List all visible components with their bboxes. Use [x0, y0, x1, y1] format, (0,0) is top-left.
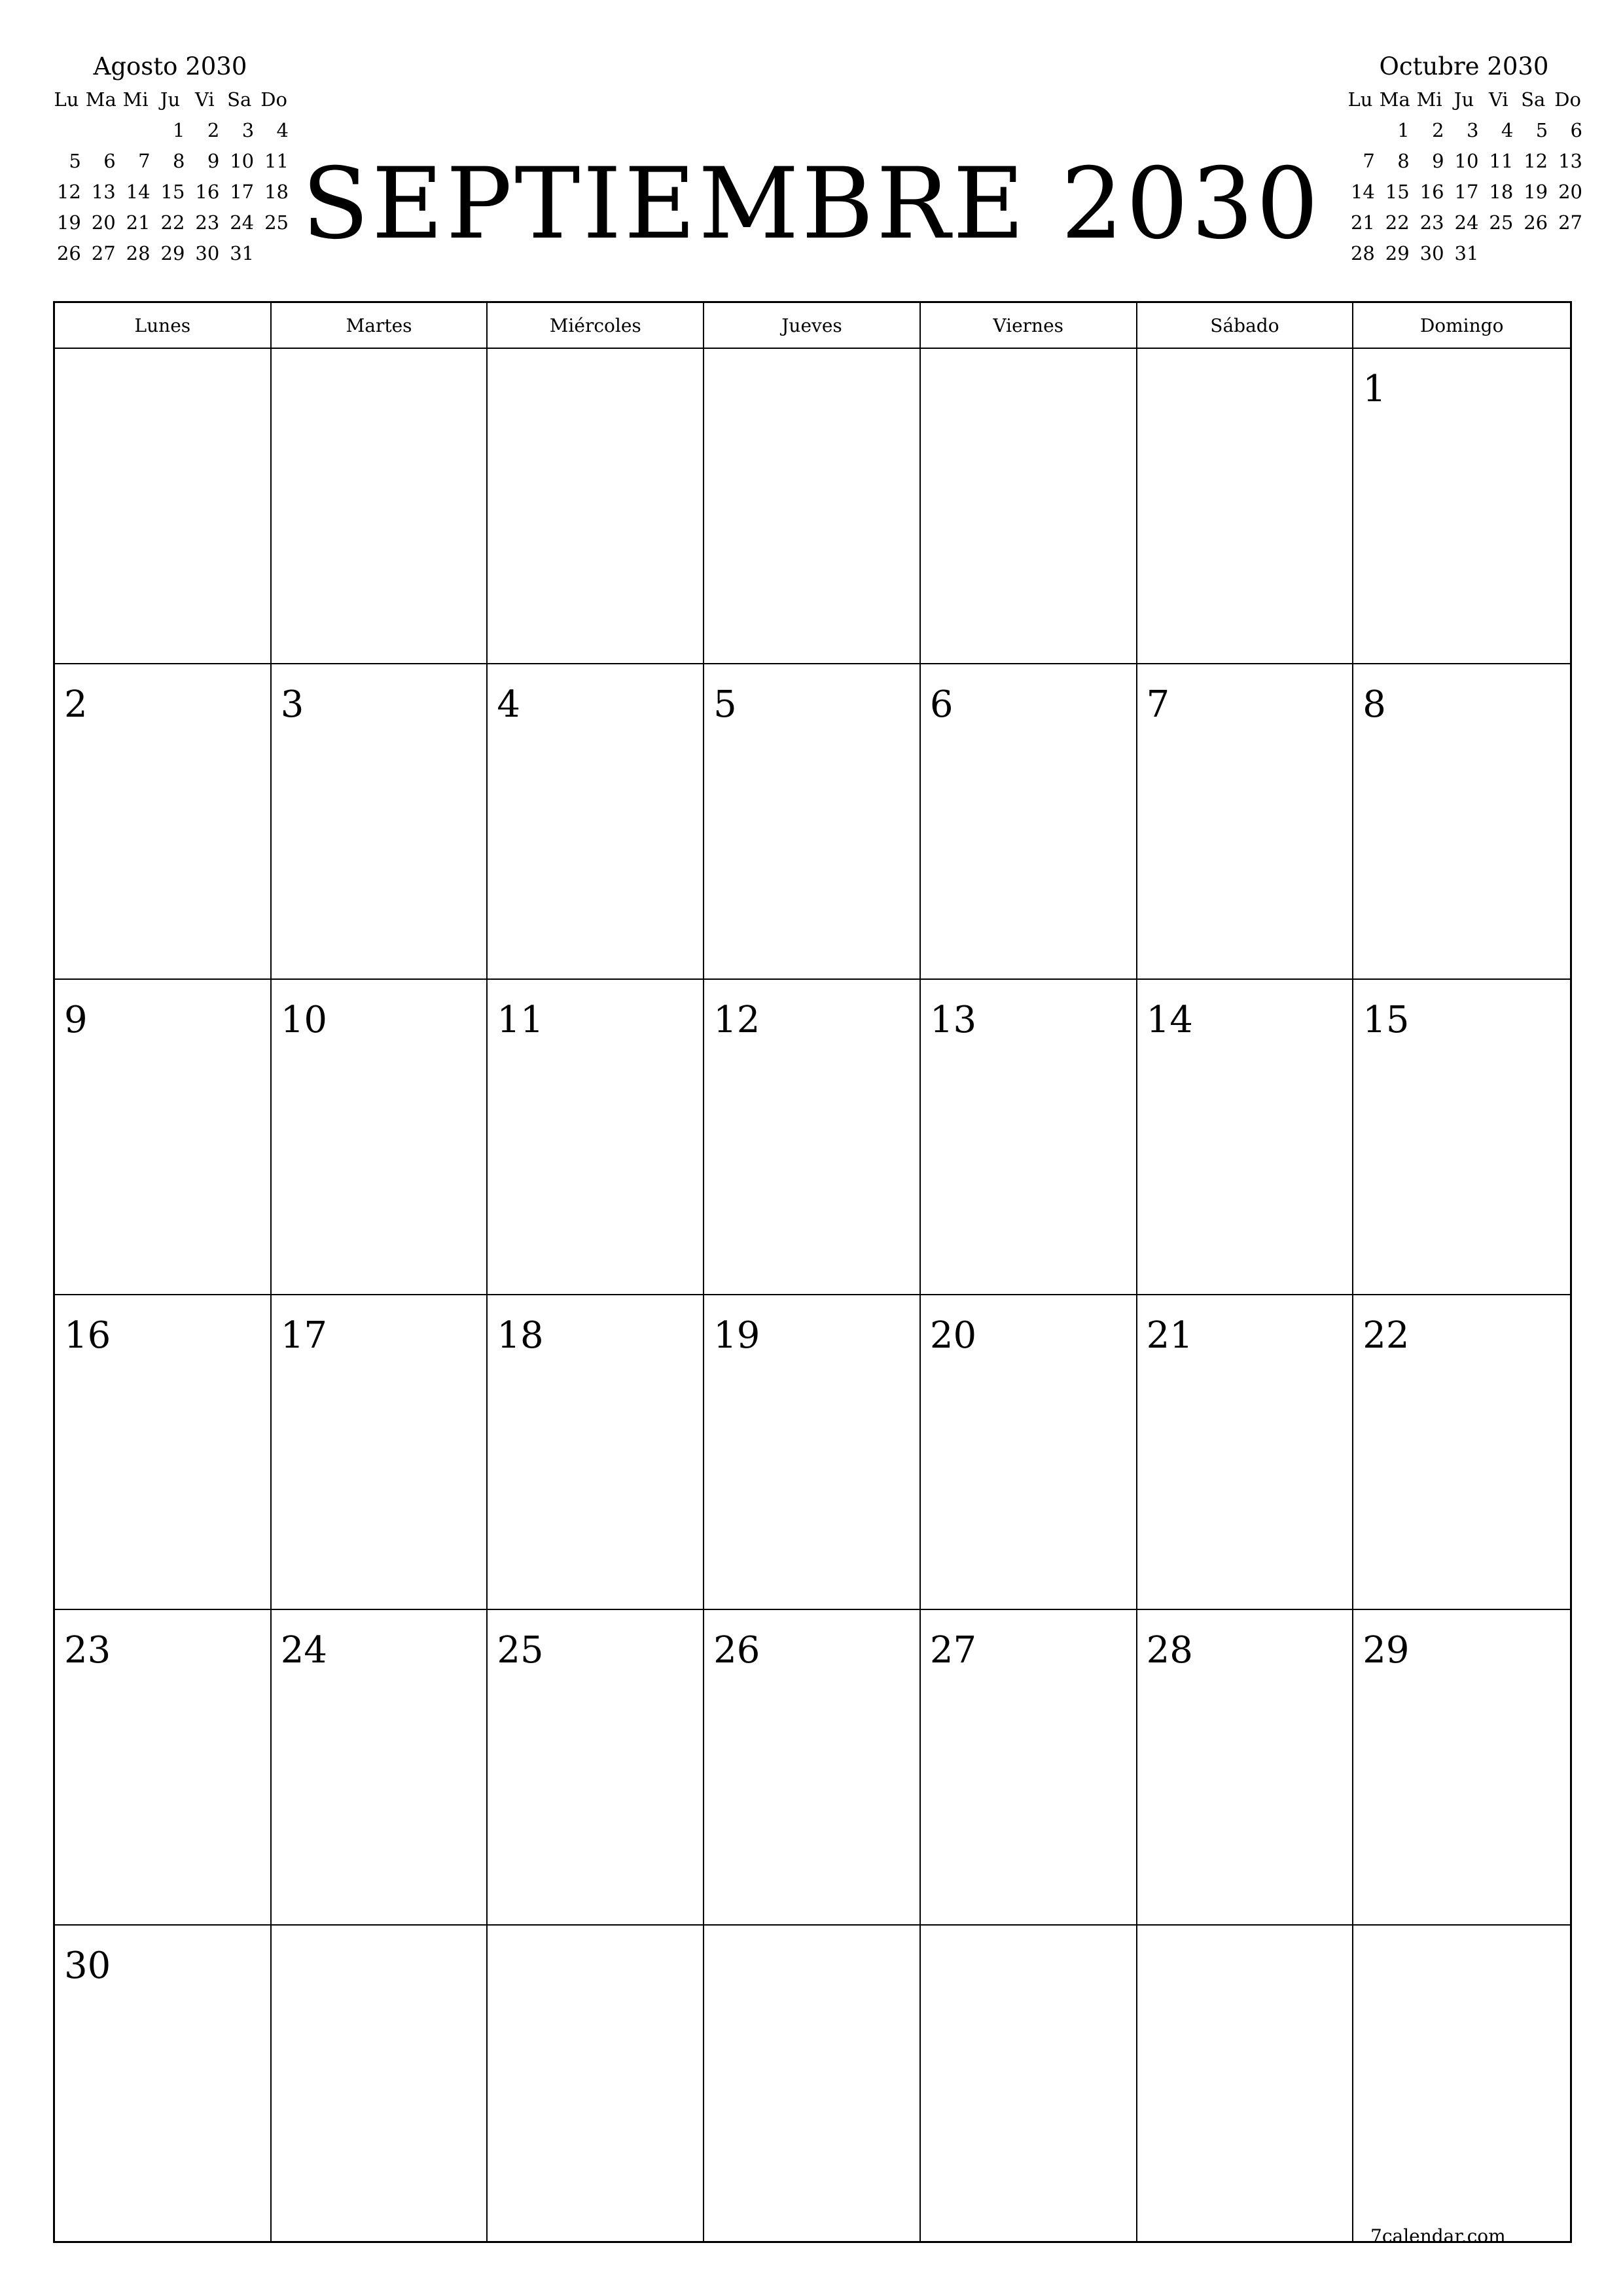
mini-weekday-label: Ju	[1454, 88, 1474, 111]
day-cell	[272, 664, 488, 980]
day-number: 1	[1363, 368, 1386, 410]
prev-month-grid	[49, 84, 291, 268]
mini-day: 25	[264, 211, 289, 234]
mini-weekday-label: Do	[1554, 88, 1581, 111]
day-number: 2	[64, 683, 88, 726]
mini-day: 16	[195, 180, 220, 203]
day-cell	[272, 1926, 488, 2241]
site-credit: 7calendar.com	[1370, 2225, 1506, 2247]
mini-day: 24	[1454, 211, 1479, 234]
day-cell	[704, 980, 921, 1295]
mini-day: 14	[1350, 180, 1375, 203]
day-number: 25	[497, 1629, 544, 1672]
mini-day: 5	[69, 149, 81, 172]
mini-weekday-label: Lu	[1347, 88, 1373, 111]
mini-day: 15	[160, 180, 185, 203]
day-number: 15	[1363, 998, 1410, 1041]
day-cell	[1353, 349, 1570, 664]
day-number: 16	[64, 1314, 111, 1357]
day-cell	[1353, 1926, 1570, 2241]
mini-day: 12	[1524, 149, 1548, 172]
mini-day: 7	[1363, 149, 1375, 172]
next-month-title: Octubre 2030	[1379, 52, 1549, 81]
mini-day: 25	[1489, 211, 1514, 234]
mini-weekday-label: Sa	[1521, 88, 1546, 111]
day-cell	[921, 664, 1137, 980]
day-cell	[1137, 664, 1354, 980]
mini-day: 4	[1501, 118, 1514, 141]
weekday-header: Sábado	[1137, 303, 1354, 349]
day-cell	[488, 980, 704, 1295]
mini-day: 21	[1350, 211, 1375, 234]
mini-weekday-label: Mi	[1416, 88, 1442, 111]
mini-day: 12	[56, 180, 81, 203]
day-cell	[1353, 664, 1570, 980]
weekday-header: Domingo	[1353, 303, 1570, 349]
mini-day: 26	[56, 242, 81, 264]
day-number: 17	[280, 1314, 327, 1357]
mini-day: 18	[1489, 180, 1514, 203]
mini-day: 16	[1419, 180, 1444, 203]
day-number: 30	[64, 1945, 111, 1988]
day-cell	[1137, 1295, 1354, 1611]
mini-day: 30	[1419, 242, 1444, 264]
day-number: 8	[1363, 683, 1386, 726]
mini-day: 2	[207, 118, 220, 141]
mini-day: 31	[1454, 242, 1479, 264]
mini-day: 14	[126, 180, 151, 203]
day-number: 26	[713, 1629, 760, 1672]
mini-day: 13	[1558, 149, 1582, 172]
mini-weekday-label: Ma	[85, 88, 116, 111]
mini-day: 28	[1350, 242, 1375, 264]
mini-day: 18	[264, 180, 289, 203]
mini-day: 1	[172, 118, 185, 141]
day-cell	[55, 980, 272, 1295]
day-cell	[704, 1610, 921, 1926]
mini-day: 6	[103, 149, 116, 172]
day-cell	[704, 1926, 921, 2241]
day-cell	[272, 349, 488, 664]
day-cell	[921, 1926, 1137, 2241]
mini-day: 21	[126, 211, 151, 234]
day-cell	[1137, 1926, 1354, 2241]
mini-day: 9	[1432, 149, 1444, 172]
mini-day: 27	[1558, 211, 1582, 234]
mini-day: 22	[160, 211, 185, 234]
mini-day: 17	[1454, 180, 1479, 203]
mini-day: 15	[1385, 180, 1410, 203]
mini-day: 31	[230, 242, 255, 264]
day-number: 27	[929, 1629, 977, 1672]
day-number: 22	[1363, 1314, 1410, 1357]
mini-day: 10	[1454, 149, 1479, 172]
day-number: 5	[713, 683, 737, 726]
day-number: 24	[280, 1629, 327, 1672]
day-number: 10	[280, 998, 327, 1041]
day-number: 9	[64, 998, 88, 1041]
mini-day: 6	[1570, 118, 1582, 141]
mini-weekday-label: Sa	[227, 88, 252, 111]
mini-day: 10	[230, 149, 255, 172]
mini-day: 2	[1432, 118, 1444, 141]
day-number: 29	[1363, 1629, 1410, 1672]
mini-day: 8	[172, 149, 185, 172]
day-cell	[921, 1295, 1137, 1611]
mini-day: 4	[276, 118, 289, 141]
mini-day: 29	[160, 242, 185, 264]
day-number: 4	[497, 683, 521, 726]
day-cell	[1353, 980, 1570, 1295]
prev-month-mini-calendar	[49, 50, 291, 268]
day-number: 7	[1146, 683, 1170, 726]
weekday-header: Miércoles	[488, 303, 704, 349]
day-number: 20	[929, 1314, 977, 1357]
day-number: 21	[1146, 1314, 1193, 1357]
mini-day: 19	[56, 211, 81, 234]
mini-day: 26	[1524, 211, 1548, 234]
day-cell	[704, 349, 921, 664]
mini-day: 19	[1524, 180, 1548, 203]
mini-day: 23	[195, 211, 220, 234]
prev-month-title: Agosto 2030	[93, 52, 247, 81]
day-number: 18	[497, 1314, 544, 1357]
day-cell	[704, 664, 921, 980]
mini-weekday-label: Ju	[160, 88, 181, 111]
day-cell	[272, 1295, 488, 1611]
day-cell	[488, 1610, 704, 1926]
day-number: 3	[280, 683, 304, 726]
mini-weekday-label: Do	[260, 88, 287, 111]
day-cell	[272, 1610, 488, 1926]
day-number: 13	[929, 998, 977, 1041]
day-cell	[1137, 349, 1354, 664]
mini-day: 22	[1385, 211, 1410, 234]
day-cell	[55, 349, 272, 664]
day-number: 28	[1146, 1629, 1193, 1672]
day-cell	[55, 1295, 272, 1611]
mini-weekday-label: Vi	[1488, 88, 1508, 111]
day-number: 12	[713, 998, 760, 1041]
weekday-header: Martes	[272, 303, 488, 349]
day-number: 14	[1146, 998, 1193, 1041]
day-cell	[488, 1295, 704, 1611]
mini-day: 24	[230, 211, 255, 234]
day-cell	[1353, 1610, 1570, 1926]
mini-day: 1	[1397, 118, 1410, 141]
mini-day: 3	[1466, 118, 1479, 141]
day-cell	[921, 1610, 1137, 1926]
day-cell	[55, 1926, 272, 2241]
day-number: 11	[497, 998, 544, 1041]
mini-weekday-label: Ma	[1379, 88, 1410, 111]
page-title: SEPTIEMBRE 2030	[302, 147, 1321, 261]
weekday-header: Jueves	[704, 303, 921, 349]
mini-day: 11	[264, 149, 289, 172]
mini-day: 29	[1385, 242, 1410, 264]
mini-weekday-label: Vi	[194, 88, 215, 111]
weekday-header: Lunes	[55, 303, 272, 349]
day-number: 19	[713, 1314, 760, 1357]
mini-day: 20	[91, 211, 116, 234]
mini-weekday-label: Mi	[122, 88, 149, 111]
day-cell	[1137, 1610, 1354, 1926]
day-number: 6	[929, 683, 954, 726]
mini-day: 7	[138, 149, 151, 172]
mini-day: 3	[241, 118, 255, 141]
mini-day: 8	[1397, 149, 1410, 172]
mini-weekday-label: Lu	[54, 88, 79, 111]
day-cell	[488, 349, 704, 664]
day-cell	[704, 1295, 921, 1611]
month-grid	[53, 301, 1572, 2243]
mini-day: 23	[1419, 211, 1444, 234]
mini-day: 28	[126, 242, 151, 264]
mini-day: 13	[91, 180, 116, 203]
mini-day: 30	[195, 242, 220, 264]
day-cell	[55, 1610, 272, 1926]
mini-day: 17	[230, 180, 255, 203]
mini-day: 5	[1535, 118, 1548, 141]
day-cell	[921, 980, 1137, 1295]
day-cell	[272, 980, 488, 1295]
mini-day: 9	[207, 149, 220, 172]
next-month-grid	[1343, 84, 1585, 268]
mini-day: 27	[91, 242, 116, 264]
mini-day: 11	[1489, 149, 1514, 172]
weekday-header: Viernes	[921, 303, 1137, 349]
day-cell	[1137, 980, 1354, 1295]
next-month-mini-calendar	[1343, 50, 1585, 268]
day-cell	[55, 664, 272, 980]
day-cell	[921, 349, 1137, 664]
day-number: 23	[64, 1629, 111, 1672]
day-cell	[488, 664, 704, 980]
mini-day: 20	[1558, 180, 1582, 203]
day-cell	[1353, 1295, 1570, 1611]
day-cell	[488, 1926, 704, 2241]
